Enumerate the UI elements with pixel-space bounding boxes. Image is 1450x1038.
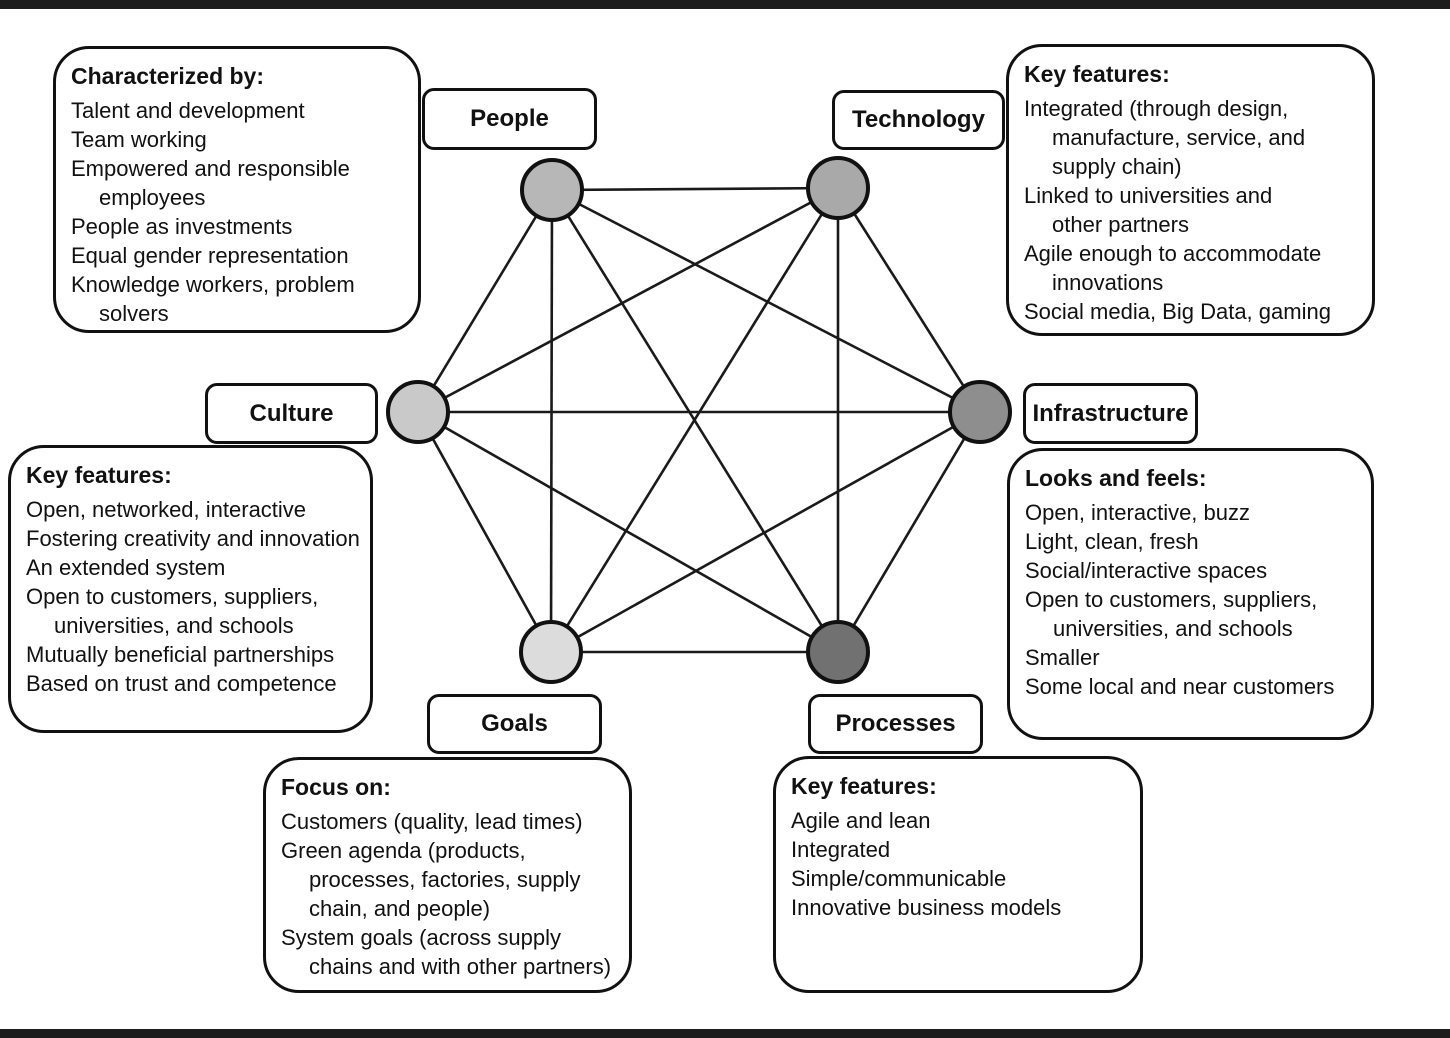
node-label-text: Processes bbox=[835, 710, 956, 737]
callout-item-line: Integrated (through design, bbox=[1024, 96, 1289, 121]
callout-heading: Characterized by: bbox=[71, 63, 265, 89]
callout-item-line: Green agenda (products, bbox=[281, 838, 526, 863]
callout-item-line: Empowered and responsible bbox=[71, 156, 350, 181]
node-label-text: Culture bbox=[249, 399, 334, 427]
callout-item-line: employees bbox=[99, 185, 206, 210]
edge-line-people-culture bbox=[418, 190, 552, 412]
callout-item-line: other partners bbox=[1052, 212, 1189, 237]
callout-item-line: An extended system bbox=[26, 555, 226, 580]
top-border-bar bbox=[0, 0, 1450, 9]
callout-item-line: Open to customers, suppliers, bbox=[1025, 587, 1318, 612]
node-label-processes bbox=[808, 694, 983, 754]
node-circle-goals bbox=[521, 622, 581, 682]
callout-item-line: Open, interactive, buzz bbox=[1025, 500, 1251, 525]
edge-line-technology-culture bbox=[418, 188, 838, 412]
node-label-technology bbox=[832, 90, 1005, 150]
node-label-text: Goals bbox=[481, 710, 548, 737]
node-circle-infrastructure bbox=[950, 382, 1010, 442]
node-label-goals bbox=[427, 694, 602, 754]
callout-item-line: Simple/communicable bbox=[791, 866, 1007, 891]
node-label-infrastructure bbox=[1023, 383, 1198, 444]
callout-item-line: Integrated bbox=[791, 837, 891, 862]
node-circle-technology bbox=[808, 158, 868, 218]
callout-item-line: Social media, Big Data, gaming bbox=[1024, 299, 1331, 324]
callout-item-line: Open to customers, suppliers, bbox=[26, 584, 319, 609]
callout-item-line: Agile and lean bbox=[791, 808, 931, 833]
callout-item-line: Open, networked, interactive bbox=[26, 497, 307, 522]
callout-item-line: Innovative business models bbox=[791, 895, 1062, 920]
callout-item-line: Some local and near customers bbox=[1025, 674, 1335, 699]
callout-item-line: Linked to universities and bbox=[1024, 183, 1273, 208]
callout-heading: Key features: bbox=[26, 462, 172, 488]
callout-item-line: Talent and development bbox=[71, 98, 305, 123]
callout-item-line: processes, factories, supply bbox=[309, 867, 581, 892]
callout-item-line: Smaller bbox=[1025, 645, 1100, 670]
edge-line-culture-processes bbox=[418, 412, 838, 652]
callout-heading: Focus on: bbox=[281, 774, 391, 800]
callout-item-line: People as investments bbox=[71, 214, 293, 239]
callout-item-line: solvers bbox=[99, 301, 169, 326]
node-label-text: Technology bbox=[852, 106, 985, 133]
node-label-text: Infrastructure bbox=[1032, 399, 1189, 427]
edge-line-people-infrastructure bbox=[552, 190, 980, 412]
callout-item-line: innovations bbox=[1052, 270, 1164, 295]
node-label-culture bbox=[205, 383, 378, 444]
callout-item-line: chains and with other partners) bbox=[309, 954, 612, 979]
node-label-people bbox=[422, 88, 597, 150]
callout-item-line: universities, and schools bbox=[1053, 616, 1293, 641]
callout-item-line: manufacture, service, and bbox=[1052, 125, 1306, 150]
edge-line-culture-goals bbox=[418, 412, 551, 652]
callout-item-line: Agile enough to accommodate bbox=[1024, 241, 1322, 266]
callout-item-line: Social/interactive spaces bbox=[1025, 558, 1268, 583]
callout-item-line: Fostering creativity and innovation bbox=[26, 526, 360, 551]
bottom-border-bar bbox=[0, 1029, 1450, 1038]
edge-line-people-goals bbox=[551, 190, 552, 652]
callout-item-line: Mutually beneficial partnerships bbox=[26, 642, 335, 667]
callout-item-line: chain, and people) bbox=[309, 896, 491, 921]
callout-item-line: Team working bbox=[71, 127, 207, 152]
node-label-text: People bbox=[470, 105, 549, 132]
edge-line-infrastructure-goals bbox=[551, 412, 980, 652]
callout-heading: Looks and feels: bbox=[1025, 465, 1207, 491]
callout-item-line: Based on trust and competence bbox=[26, 671, 337, 696]
node-circle-culture bbox=[388, 382, 448, 442]
callout-item-line: Light, clean, fresh bbox=[1025, 529, 1199, 554]
callout-item-line: Equal gender representation bbox=[71, 243, 349, 268]
edge-line-infrastructure-processes bbox=[838, 412, 980, 652]
callout-item-line: supply chain) bbox=[1052, 154, 1182, 179]
callout-item-line: Customers (quality, lead times) bbox=[281, 809, 583, 834]
callout-heading: Key features: bbox=[791, 773, 937, 799]
node-circle-people bbox=[522, 160, 582, 220]
callout-item-line: Knowledge workers, problem bbox=[71, 272, 355, 297]
callout-heading: Key features: bbox=[1024, 61, 1170, 87]
edge-line-technology-infrastructure bbox=[838, 188, 980, 412]
callout-item-line: System goals (across supply bbox=[281, 925, 561, 950]
edge-line-people-technology bbox=[552, 188, 838, 190]
callout-item-line: universities, and schools bbox=[54, 613, 294, 638]
node-circle-processes bbox=[808, 622, 868, 682]
